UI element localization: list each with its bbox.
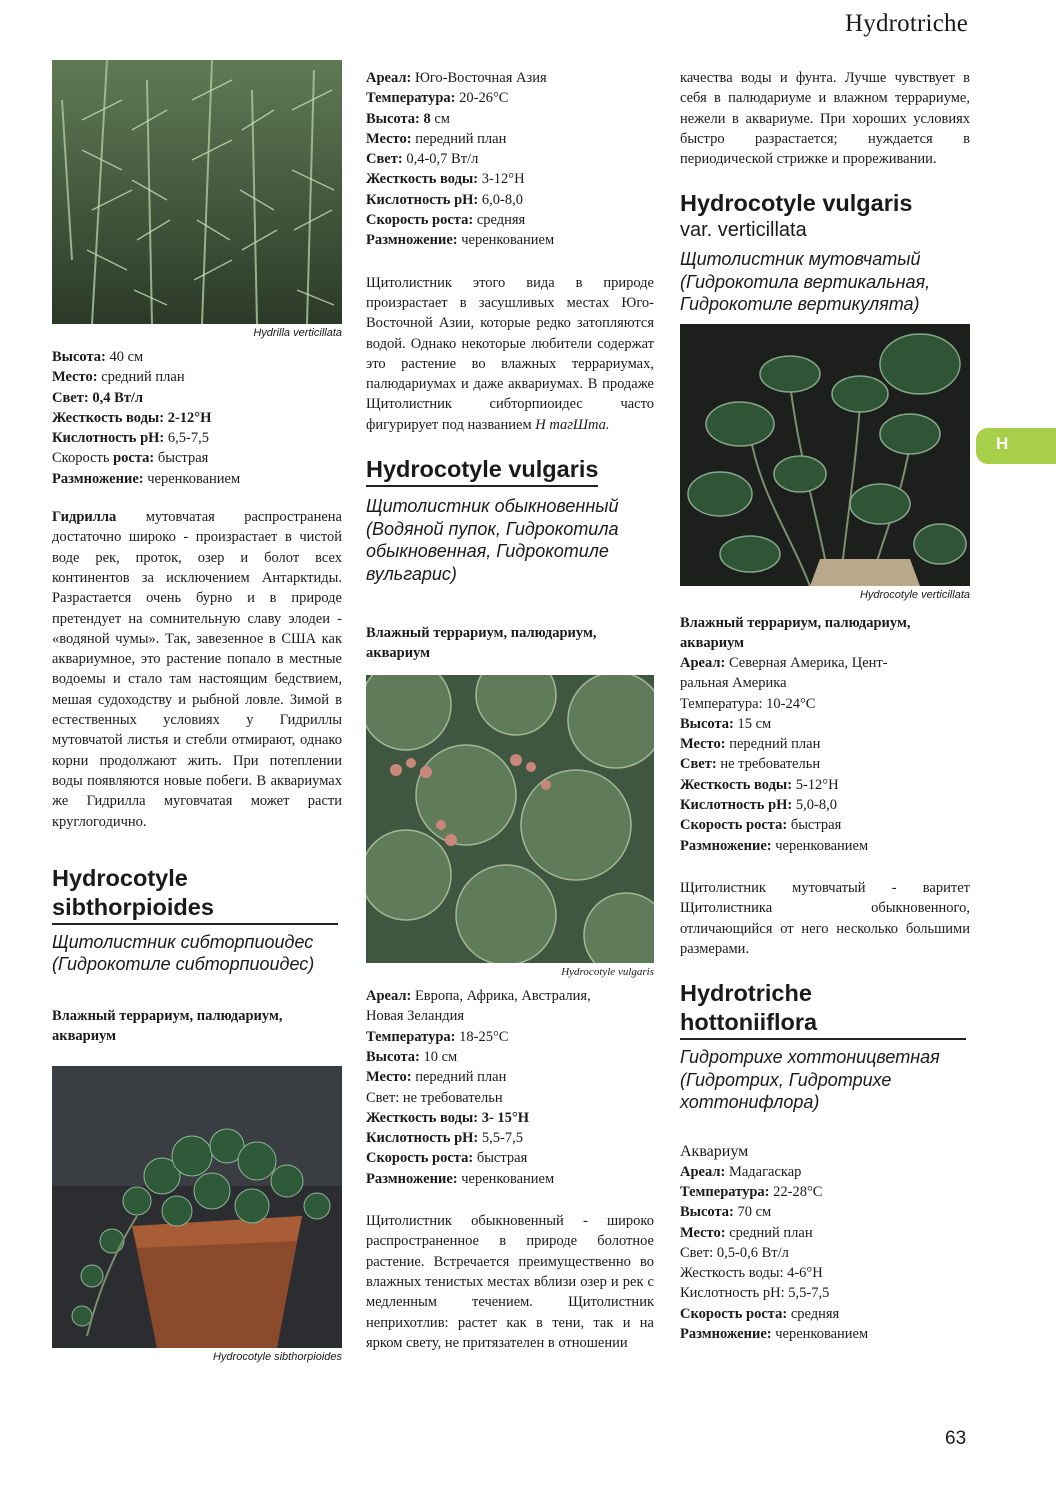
section-tab-letter: H — [996, 434, 1009, 453]
param-row: Жесткость воды: 4-6°H — [680, 1265, 823, 1282]
hydrotriche-title: Hydrotriche hottoniiflora — [680, 979, 966, 1040]
param-row: Место: средний план — [52, 369, 185, 386]
verticillata-title: Hydrocotyle vulgaris — [680, 190, 913, 217]
param-row: Свет: 0,4-0,7 Вт/л — [366, 151, 479, 168]
param-row: Ареал: Северная Америка, Цент- — [680, 654, 888, 671]
param-row: Размножение: черенкованием — [366, 232, 555, 249]
param-row: Кислотность pH: 5,0-8,0 — [680, 797, 837, 814]
param-row: Свет: не требовательн — [366, 1089, 503, 1106]
sibthorpioides-caption: Hydrocotyle sibthorpioides — [212, 1350, 342, 1363]
param-row: Новая Зеландия — [366, 1008, 465, 1025]
verticillata-subtitle: var. verticillata — [680, 219, 807, 242]
param-row: Кислотность pH: 6,0-8,0 — [366, 191, 523, 208]
param-row: Размножение: черенкованием — [52, 470, 241, 487]
hydrilla-description: Гидрилла мутовчатая распространена достаточно широко - произрастает в чистой воде рек, проток, озер и болот всех континентов за исключением Антарктиды. Разрастается очень бурно и в природе претендует на сомнительную славу элодеи - «водяной чумы». Так, завезенное в США как аквариумное, это растение попало в местные водоемы и стало там настоящим бедствием, мешая судоходству и рыбной ловле. Зимой в естественных условиях у Гидриллы мутовчатой листья и стебли отмирают, однако корни продолжают жить. При потеплении воды появляются новые побеги. В аквариумах же Гидрилла муговчатая может расти круглогодично. — [52, 509, 342, 830]
param-row: Размножение: черенкованием — [680, 1326, 869, 1343]
hydrotriche-params — [680, 1162, 970, 1345]
verticillata-description: Щитолистник мутовчатый - варитет Щитолистника обыкновенного, отличающийся от него несколько большими размерами. — [680, 879, 970, 957]
param-row: Жесткость воды: 3- 15°H — [366, 1109, 529, 1126]
param-row: Скорость роста: быстрая — [366, 1150, 528, 1167]
param-row: ральная Америка — [680, 675, 787, 692]
param-row: Свет: не требовательн — [680, 756, 821, 773]
verticillata-russian-names: Щитолистник мутовчатый (Гидрокотила вертикальная, Гидрокотиле вертикулята) — [680, 249, 931, 315]
param-row: Высота: 8 см — [366, 110, 450, 127]
sibthorpioides-habitat: Влажный террариум, палюдариум, аквариум — [52, 1007, 283, 1044]
vulgaris-habitat: Влажный террариум, палюдариум, аквариум — [366, 625, 597, 662]
vulgaris-photo — [366, 675, 654, 963]
vulgaris-params — [366, 986, 654, 1189]
vulgaris-russian-names: Щитолистник обыкновенный (Водяной пупок, Гидрокотила обыкновенная, Гидрокотиле вульгарис) — [366, 496, 619, 584]
param-row: Ареал: Мадагаскар — [680, 1163, 802, 1180]
verticillata-params — [680, 653, 970, 856]
param-row: Высота: 15 см — [680, 715, 772, 732]
vulgaris-description: Щитолистник обыкновенный - широко распространенное в природе болотное растение. Встречается преимущественно во влажных тенистых местах вблизи озер и рек с медленным течением. Щитолистник неприхотлив: растет как в тени, так и на ярком свету, не притязателен в отношении — [366, 1213, 654, 1351]
param-row: Жесткость воды: 2-12°H — [52, 409, 212, 426]
param-row: Скорость роста: быстрая — [680, 817, 842, 834]
hydrotriche-russian-names: Гидротрихе хоттоницветная (Гидротрих, Гидротрихе хоттонифлора) — [680, 1047, 940, 1113]
param-row: Свет: 0,5-0,6 Вт/л — [680, 1244, 789, 1261]
param-row: Ареал: Юго-Восточная Азия — [366, 70, 547, 86]
param-row: Скорость роста: средняя — [680, 1305, 840, 1322]
param-row: Высота: 10 см — [366, 1048, 458, 1065]
sibthorpioides-photo — [52, 1066, 342, 1348]
param-row: Свет: 0,4 Вт/л — [52, 389, 144, 406]
param-row: Размножение: черенкованием — [366, 1170, 555, 1187]
param-row: Температура: 22-28°C — [680, 1183, 823, 1200]
param-row: Температура: 10-24°C — [680, 695, 816, 712]
verticillata-habitat: Влажный террариум, палюдариум, аквариум — [680, 614, 911, 651]
param-row: Место: средний план — [680, 1224, 813, 1241]
param-row: Высота: 70 см — [680, 1204, 772, 1221]
sibthorpioides-description: Щитолистник этого вида в природе произрастает в засушливых местах Юго-Восточной Азии, которые редко затопляются водой. Однако некоторые любители содержат это растение во влажных террариумах, палюдариумах и даже аквариумах. В продаже Щитолистник сибторпиоидес часто фигурирует под названием Н тагШта. — [366, 274, 654, 433]
hydrilla-params — [52, 347, 342, 489]
param-row: Место: передний план — [680, 736, 821, 753]
param-row: Место: передний план — [366, 1069, 507, 1086]
param-row: Скорость роста: быстрая — [52, 450, 209, 467]
param-row: Ареал: Европа, Африка, Австралия, — [366, 988, 591, 1005]
sibthorpioides-russian-names: Щитолистник сибторпиоидес (Гидрокотиле сибторпиоидес) — [52, 931, 315, 975]
column-right — [680, 68, 970, 1344]
verticillata-caption: Hydrocotyle verticillata — [859, 588, 970, 601]
sibthorpioides-params — [366, 68, 654, 251]
param-row: Жесткость воды: 3-12°H — [366, 171, 525, 188]
param-row: Место: передний план — [366, 130, 507, 147]
hydrilla-photo — [52, 60, 342, 324]
param-row: Скорость роста: средняя — [366, 212, 526, 229]
hydrilla-caption: Hydrilla verticillata — [253, 327, 342, 339]
param-row: Кислотность pH: 5,5-7,5 — [680, 1285, 830, 1302]
running-head: Hydrotriche — [845, 10, 968, 37]
column-middle — [366, 68, 654, 1353]
hydrotriche-habitat: Аквариум — [680, 1142, 749, 1160]
sibthorpioides-title: Hydrocotyle sibthorpioides — [52, 864, 338, 925]
param-row: Температура: 18-25°C — [366, 1028, 509, 1045]
param-row: Кислотность pH: 6,5-7,5 — [52, 430, 209, 447]
vulgaris-description-continued: качества воды и фунта. Лучше чувствует в себя в палюдариуме и влажном террариуме, нежели в аквариуме. При хороших условиях быстро разрастается; нуждается в периодической стрижке и прореживании. — [680, 70, 970, 168]
param-row: Размножение: черенкованием — [680, 837, 869, 854]
vulgaris-caption: Hydrocotyle vulgaris — [561, 966, 654, 979]
page-number: 63 — [945, 1428, 967, 1449]
column-left — [52, 60, 342, 1363]
param-row: Кислотность pH: 5,5-7,5 — [366, 1130, 523, 1147]
param-row: Жесткость воды: 5-12°H — [680, 776, 839, 793]
verticillata-photo — [680, 324, 970, 586]
section-tab — [976, 428, 1056, 464]
param-row: Высота: 40 см — [52, 349, 144, 365]
vulgaris-title: Hydrocotyle vulgaris — [366, 455, 598, 487]
param-row: Температура: 20-26°C — [366, 90, 509, 107]
